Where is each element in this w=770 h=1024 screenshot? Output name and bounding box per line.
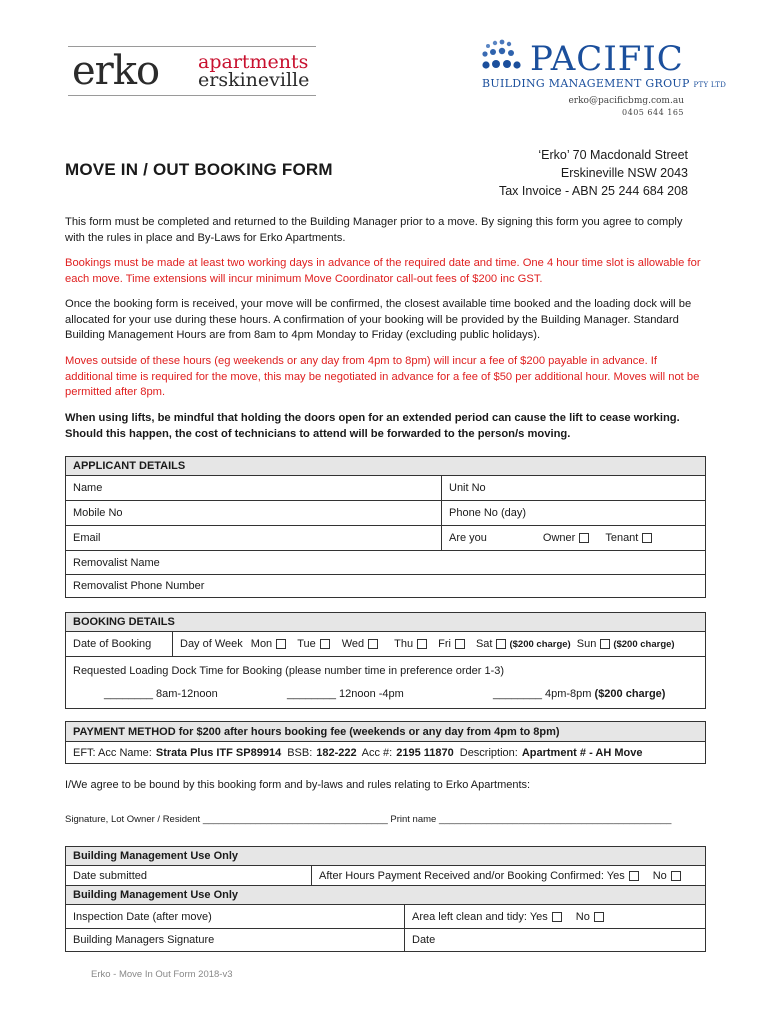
table-row — [66, 904, 705, 928]
table-header — [66, 722, 705, 741]
table-row — [66, 656, 705, 708]
eft-acc-name-label: EFT: Acc Name: — [73, 746, 152, 759]
confirmation-paragraph: Once the booking form is received, your move will be confirmed, the closest available time booked and the loading dock will be allocated for your use during these hours. A confirmation of your booking will be provided by the Building Manager. Standard Building Management Hours are from 8am to 4pm Monday to Friday (excluding public holidays). — [65, 298, 692, 341]
address-line: ‘Erko’ 70 Macdonald Street — [538, 148, 688, 162]
erko-logo-apartments: apartments — [198, 51, 309, 73]
fri-label: Fri — [438, 638, 451, 650]
after-hours-paragraph: Moves outside of these hours (eg weekends or any day from 4pm to 8pm) will incur a fee of $200 payable in advance. If additional time is required for the move, this may be negotiated in advance for a fee of $50 per additional hour. Moves will not be permitted after 8pm. — [65, 355, 700, 398]
area-clean-label: Area left clean and tidy: Yes — [412, 910, 548, 923]
after-hours-yes-checkbox[interactable] — [629, 871, 639, 881]
date-of-booking-field[interactable]: Date of Booking — [73, 638, 152, 650]
office-date-field[interactable]: Date — [404, 929, 705, 951]
table-row — [66, 631, 705, 656]
contact-email: erko@pacificbmg.com.au — [568, 96, 684, 106]
page-title: MOVE IN / OUT BOOKING FORM — [65, 160, 333, 179]
payment-method-table — [65, 721, 706, 764]
payment-header: PAYMENT METHOD for $200 after hours booking fee (weekends or any day from 4pm to 8pm) — [73, 725, 560, 738]
intro-paragraph: This form must be completed and returned to the Building Manager prior to a move. By signing this form you agree to comply with the rules in place and By-Laws for Erko Apartments. — [65, 216, 683, 244]
address-block — [499, 146, 688, 200]
area-clean-no-checkbox[interactable] — [594, 912, 604, 922]
table-header — [66, 885, 705, 904]
applicant-header: APPLICANT DETAILS — [73, 460, 186, 472]
bsb-value: 182-222 — [316, 746, 357, 759]
booking-details-table — [65, 612, 706, 709]
sat-label: Sat — [475, 638, 493, 650]
booking-header: BOOKING DETAILS — [73, 616, 175, 628]
pacific-logo — [480, 38, 727, 96]
erko-logo-word: erko — [72, 48, 160, 94]
table-row — [66, 475, 705, 500]
slot-12noon-4pm[interactable]: ________ 12noon -4pm — [287, 688, 404, 700]
inspection-date-field[interactable]: Inspection Date (after move) — [73, 910, 212, 923]
thu-checkbox[interactable] — [417, 639, 427, 649]
pacific-dots-icon — [480, 38, 522, 78]
table-row — [66, 525, 705, 550]
owner-label: Owner — [542, 532, 576, 544]
eft-acc-name: Strata Plus ITF SP89914 — [155, 746, 282, 759]
phone-no-field[interactable]: Phone No (day) — [441, 501, 705, 525]
table-header — [66, 847, 705, 865]
day-of-week-label: Day of Week — [180, 638, 243, 650]
contact-phone: 0405 644 165 — [622, 108, 684, 117]
slot-8am-12noon[interactable]: ________ 8am-12noon — [104, 688, 218, 700]
name-field[interactable]: Name — [73, 482, 103, 494]
wed-label: Wed — [341, 638, 365, 650]
lift-warning-paragraph: When using lifts, be mindful that holding the doors open for an extended period can cause the lift to cease working. Should this happen, the cost of technicians to attend will be forwarded to the person/s moving. — [65, 412, 680, 440]
office-use-table — [65, 846, 706, 952]
email-field[interactable]: Email — [73, 532, 101, 544]
footer-version: Erko - Move In Out Form 2018-v3 — [91, 969, 233, 980]
slot-4pm-8pm-label: ________ 4pm-8pm — [493, 688, 592, 700]
slot-4pm-8pm[interactable] — [493, 688, 665, 700]
applicant-details-table — [65, 456, 706, 598]
after-hours-no-label: No — [652, 869, 667, 882]
after-hours-label: After Hours Payment Received and/or Booking Confirmed: Yes — [319, 869, 625, 882]
removalist-phone-field[interactable]: Removalist Phone Number — [73, 580, 205, 592]
acc-no-label: Acc #: — [361, 746, 393, 759]
mon-label: Mon — [250, 638, 273, 650]
occupancy-type — [441, 526, 705, 550]
area-clean-yes-checkbox[interactable] — [552, 912, 562, 922]
table-row — [66, 550, 705, 574]
area-clean-options — [404, 905, 705, 928]
date-submitted-field[interactable]: Date submitted — [73, 869, 147, 882]
table-row — [66, 741, 705, 763]
removalist-name-field[interactable]: Removalist Name — [73, 556, 160, 569]
pacific-logo-name: PACIFIC — [530, 39, 684, 79]
fri-checkbox[interactable] — [455, 639, 465, 649]
table-row — [66, 865, 705, 885]
description-label: Description: — [459, 746, 518, 759]
table-row — [66, 574, 705, 597]
pacific-subtitle-text: BUILDING MANAGEMENT GROUP — [482, 77, 690, 90]
agreement-statement: I/We agree to be bound by this booking form and by-laws and rules relating to Erko Apartments: — [65, 779, 531, 791]
tue-label: Tue — [297, 638, 316, 650]
wed-checkbox[interactable] — [368, 639, 378, 649]
office-use-header: Building Management Use Only — [73, 850, 239, 862]
eft-details — [66, 742, 705, 763]
tenant-label: Tenant — [605, 532, 639, 544]
managers-signature-field[interactable]: Building Managers Signature — [73, 934, 215, 946]
office-use-header-2: Building Management Use Only — [73, 889, 239, 901]
signature-line[interactable]: Signature, Lot Owner / Resident ___________________________________ Print name ____________________________________________ — [65, 814, 672, 825]
pacific-logo-subtitle — [482, 77, 726, 90]
description-value: Apartment # - AH Move — [521, 746, 643, 759]
after-hours-confirmation — [311, 866, 705, 885]
acc-no-value: 2195 11870 — [396, 746, 454, 759]
thu-label: Thu — [394, 638, 414, 650]
address-line: Erskineville NSW 2043 — [560, 166, 688, 180]
mobile-no-field[interactable]: Mobile No — [73, 507, 123, 519]
sun-charge-label: ($200 charge) — [613, 638, 675, 650]
tax-invoice-line: Tax Invoice - ABN 25 244 684 208 — [498, 184, 688, 198]
tue-checkbox[interactable] — [320, 639, 330, 649]
mon-checkbox[interactable] — [276, 639, 286, 649]
after-hours-no-checkbox[interactable] — [671, 871, 681, 881]
tenant-checkbox[interactable] — [642, 533, 652, 543]
slot-4pm-8pm-charge: ($200 charge) — [594, 688, 666, 700]
erko-logo — [68, 46, 316, 96]
unit-no-field[interactable]: Unit No — [441, 476, 705, 500]
sun-label: Sun — [576, 638, 597, 650]
booking-notice-paragraph: Bookings must be made at least two working days in advance of the required date and time. One 4 hour time slot is allowable for each move. Time extensions will incur minimum Move Coordinator call-out fees of $200 inc GST. — [65, 257, 701, 285]
are-you-label: Are you — [449, 532, 487, 544]
table-row — [66, 928, 705, 951]
logo-rule-bottom — [68, 95, 316, 96]
logo-rule-top — [68, 46, 316, 47]
owner-checkbox[interactable] — [579, 533, 589, 543]
table-row — [66, 500, 705, 525]
sat-checkbox[interactable] — [496, 639, 506, 649]
table-header — [66, 457, 705, 475]
sat-charge-label: ($200 charge) — [509, 638, 571, 650]
pacific-pty: PTY LTD — [693, 81, 727, 89]
table-header — [66, 613, 705, 631]
bsb-label: BSB: — [287, 746, 313, 759]
sun-checkbox[interactable] — [600, 639, 610, 649]
erko-logo-erskineville: erskineville — [198, 69, 310, 91]
requested-time-instructions: Requested Loading Dock Time for Booking (please number time in preference order 1-3) — [73, 665, 505, 677]
area-clean-no-label: No — [575, 910, 590, 923]
day-of-week-options — [172, 632, 705, 656]
